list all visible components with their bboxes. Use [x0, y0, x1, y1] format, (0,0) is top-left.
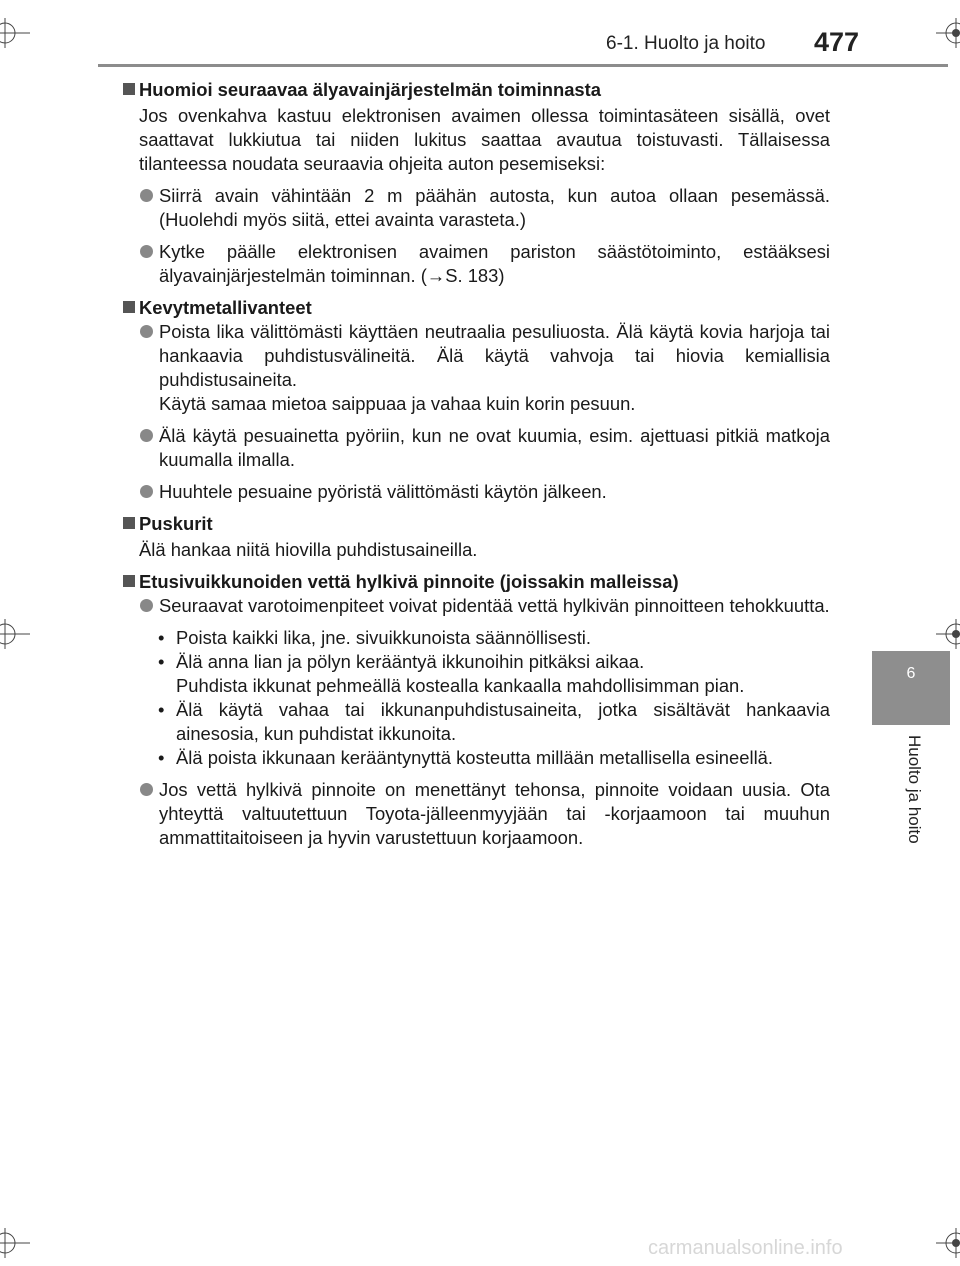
crop-mark-icon [0, 1228, 30, 1258]
bullet-text-extra: Käytä samaa mietoa saippuaa ja vahaa kuin korin pesuun. [159, 393, 636, 414]
section-water-repellent [120, 570, 830, 850]
section-heading: Etusivuikkunoiden vettä hylkivä pinnoite (joissakin malleissa) [139, 570, 830, 594]
section-heading: Kevytmetallivanteet [139, 296, 830, 320]
section-smart-key [120, 78, 830, 288]
bullet-item: Siirrä avain vähintään 2 m päähän autosta, kun autoa ollaan pesemässä. (Huolehdi myös siitä, ettei avainta varasteta.) [139, 184, 830, 232]
header-divider [98, 64, 948, 67]
bullet-text: Poista lika välittömästi käyttäen neutraalia pesuliuosta. Älä käytä kovia harjoja tai hankaavia puhdistusvälineitä. Älä käytä vahvoja tai hiovia kemiallisia puhdistusaineita. [159, 321, 830, 390]
sub-item-text-extra: Puhdista ikkunat pehmeällä kostealla kankaalla mahdollisimman pian. [176, 675, 745, 696]
chapter-side-label: Huolto ja hoito [905, 735, 924, 844]
sub-list-item [139, 650, 830, 698]
crop-mark-icon [936, 1228, 960, 1258]
watermark: carmanualsonline.info [648, 1237, 843, 1259]
running-header: 6-1. Huolto ja hoito [606, 33, 766, 54]
sub-list-item: • Älä poista ikkunaan kerääntynyttä kosteutta millään metallisella esineellä. [139, 746, 830, 770]
crop-mark-icon [936, 619, 960, 649]
bullet-item: Jos vettä hylkivä pinnoite on menettänyt tehonsa, pinnoite voidaan uusia. Ota yhteyttä valtuutettuun Toyota-jälleenmyyjään tai -korjaamoon tai muuhun ammattitaitoiseen ja hyvin varustettuun korjaamoon. [139, 778, 830, 850]
crop-mark-icon [0, 619, 30, 649]
bullet-item [139, 594, 830, 618]
sub-list [139, 626, 830, 770]
chapter-number: 6 [906, 665, 916, 682]
bullet-text: Seuraavat varotoimenpiteet voivat pidentää vettä hylkivän pinnoitteen tehokkuutta. [159, 595, 830, 616]
section-heading: Puskurit [139, 512, 830, 536]
bullet-item: Huuhtele pesuaine pyöristä välittömästi käytön jälkeen. [139, 480, 830, 504]
chapter-tab [872, 651, 950, 725]
paragraph: Jos ovenkahva kastuu elektronisen avaimen ollessa toimintasäteen sisällä, ovet saattavat lukkiutua tai niiden lukitus saattaa avautua toistuvasti. Tällaisessa tilanteessa noudata seuraavia ohjeita auton pesemiseksi: [139, 105, 830, 174]
page-content [120, 78, 830, 858]
paragraph: Älä hankaa niitä hiovilla puhdistusaineilla. [139, 539, 478, 560]
section-bumpers [120, 512, 830, 562]
section-heading: Huomioi seuraavaa älyavainjärjestelmän toiminnasta [139, 78, 830, 102]
bullet-item: Kytke päälle elektronisen avaimen pariston säästötoiminto, estääksesi älyavainjärjestelmän toiminnan. (→S. 183) [139, 240, 830, 288]
bullet-item [139, 320, 830, 416]
sub-item-text: Älä anna lian ja pölyn kerääntyä ikkunoihin pitkäksi aikaa. [176, 651, 645, 672]
bullet-item: Älä käytä pesuainetta pyöriin, kun ne ovat kuumia, esim. ajettuasi pitkiä matkoja kuumalla ilmalla. [139, 424, 830, 472]
crop-mark-icon [936, 18, 960, 48]
page-number: 477 [814, 27, 860, 57]
section-alloy-wheels [120, 296, 830, 504]
sub-list-item: • Poista kaikki lika, jne. sivuikkunoista säännöllisesti. [139, 626, 830, 650]
sub-list-item: • Älä käytä vahaa tai ikkunanpuhdistusaineita, jotka sisältävät hankaavia ainesosia, kun puhdistat ikkunoita. [139, 698, 830, 746]
crop-mark-icon [0, 18, 30, 48]
